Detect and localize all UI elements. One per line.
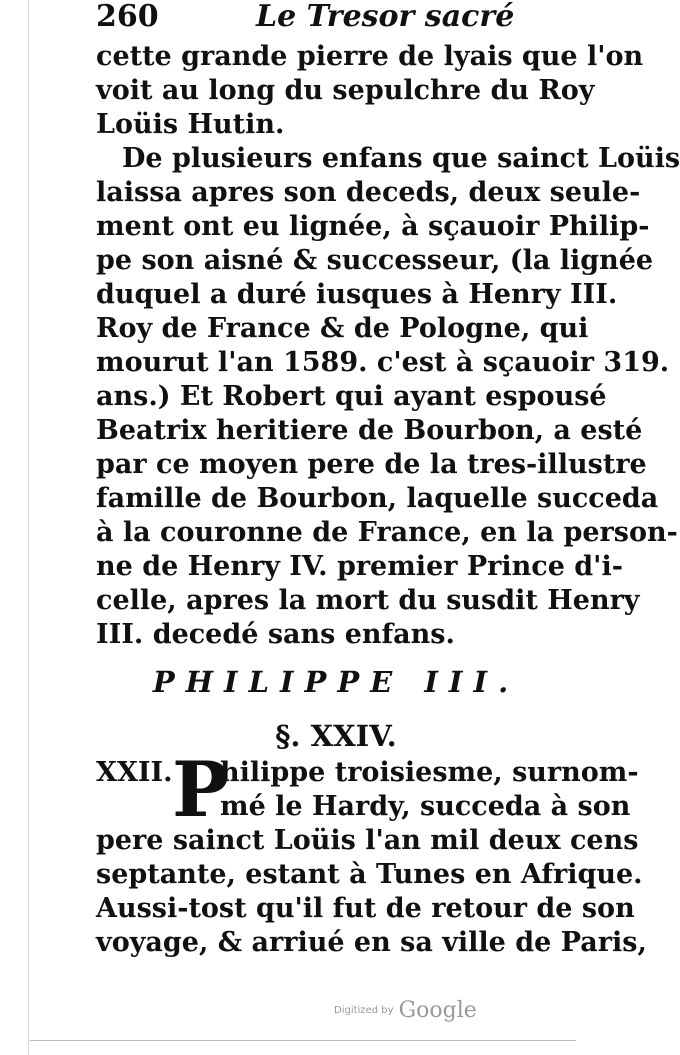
drop-cap: P — [172, 745, 230, 834]
chapter-heading: PHILIPPE III. — [152, 665, 520, 699]
text-line: cette grande pierre de lyais que l'on — [96, 41, 644, 72]
text-line: par ce moyen pere de la tres-illustre — [96, 449, 647, 480]
text-line: ans.) Et Robert qui ayant espousé — [96, 381, 607, 412]
text-line: laissa apres son deceds, deux seule- — [96, 177, 641, 208]
running-title: Le Tresor sacré — [256, 0, 515, 34]
text-line: ment ont eu lignée, à sçauoir Philip- — [96, 211, 650, 242]
text-line: septante, estant à Tunes en Afrique. — [96, 859, 643, 890]
page-edge — [28, 0, 29, 1055]
google-watermark — [334, 998, 534, 1028]
text-line: ne de Henry IV. premier Prince d'i- — [96, 551, 623, 582]
text-line: Loüis Hutin. — [96, 109, 285, 140]
watermark-prefix: Digitized by — [334, 1005, 394, 1016]
text-line: duquel a duré iusques à Henry III. — [96, 279, 618, 310]
text-line: De plusieurs enfans que sainct Loüis — [122, 143, 680, 174]
text-line: mourut l'an 1589. c'est à sçauoir 319. — [96, 347, 670, 378]
text-line: celle, apres la mort du susdit Henry — [96, 585, 640, 616]
text-line: III. decedé sans enfans. — [96, 619, 455, 650]
running-head — [96, 0, 576, 44]
body-text-2 — [96, 745, 647, 960]
text-line: voit au long du sepulchre du Roy — [96, 75, 595, 106]
section-mark: §. XXIV. — [275, 719, 397, 753]
google-logo: Google — [398, 998, 477, 1023]
text-line: Beatrix heritiere de Bourbon, a esté — [96, 415, 643, 446]
margin-number: XXII. — [96, 757, 173, 788]
text-line: famille de Bourbon, laquelle succeda — [96, 483, 659, 514]
body-text — [96, 40, 680, 652]
text-line: à la couronne de France, en la person- — [96, 517, 678, 548]
text-line: pe son aisné & successeur, (la lignée — [96, 245, 654, 276]
text-line: mé le Hardy, succeda à son — [220, 791, 631, 822]
text-line: pere sainct Loüis l'an mil deux cens — [96, 825, 639, 856]
page-bottom-edge — [30, 1040, 576, 1041]
page-number: 260 — [96, 0, 159, 34]
text-line: Roy de France & de Pologne, qui — [96, 313, 589, 344]
text-line: voyage, & arriué en sa ville de Paris, — [96, 927, 647, 958]
text-line: Aussi-tost qu'il fut de retour de son — [96, 893, 635, 924]
text-line: hilippe troisiesme, surnom- — [220, 757, 639, 788]
